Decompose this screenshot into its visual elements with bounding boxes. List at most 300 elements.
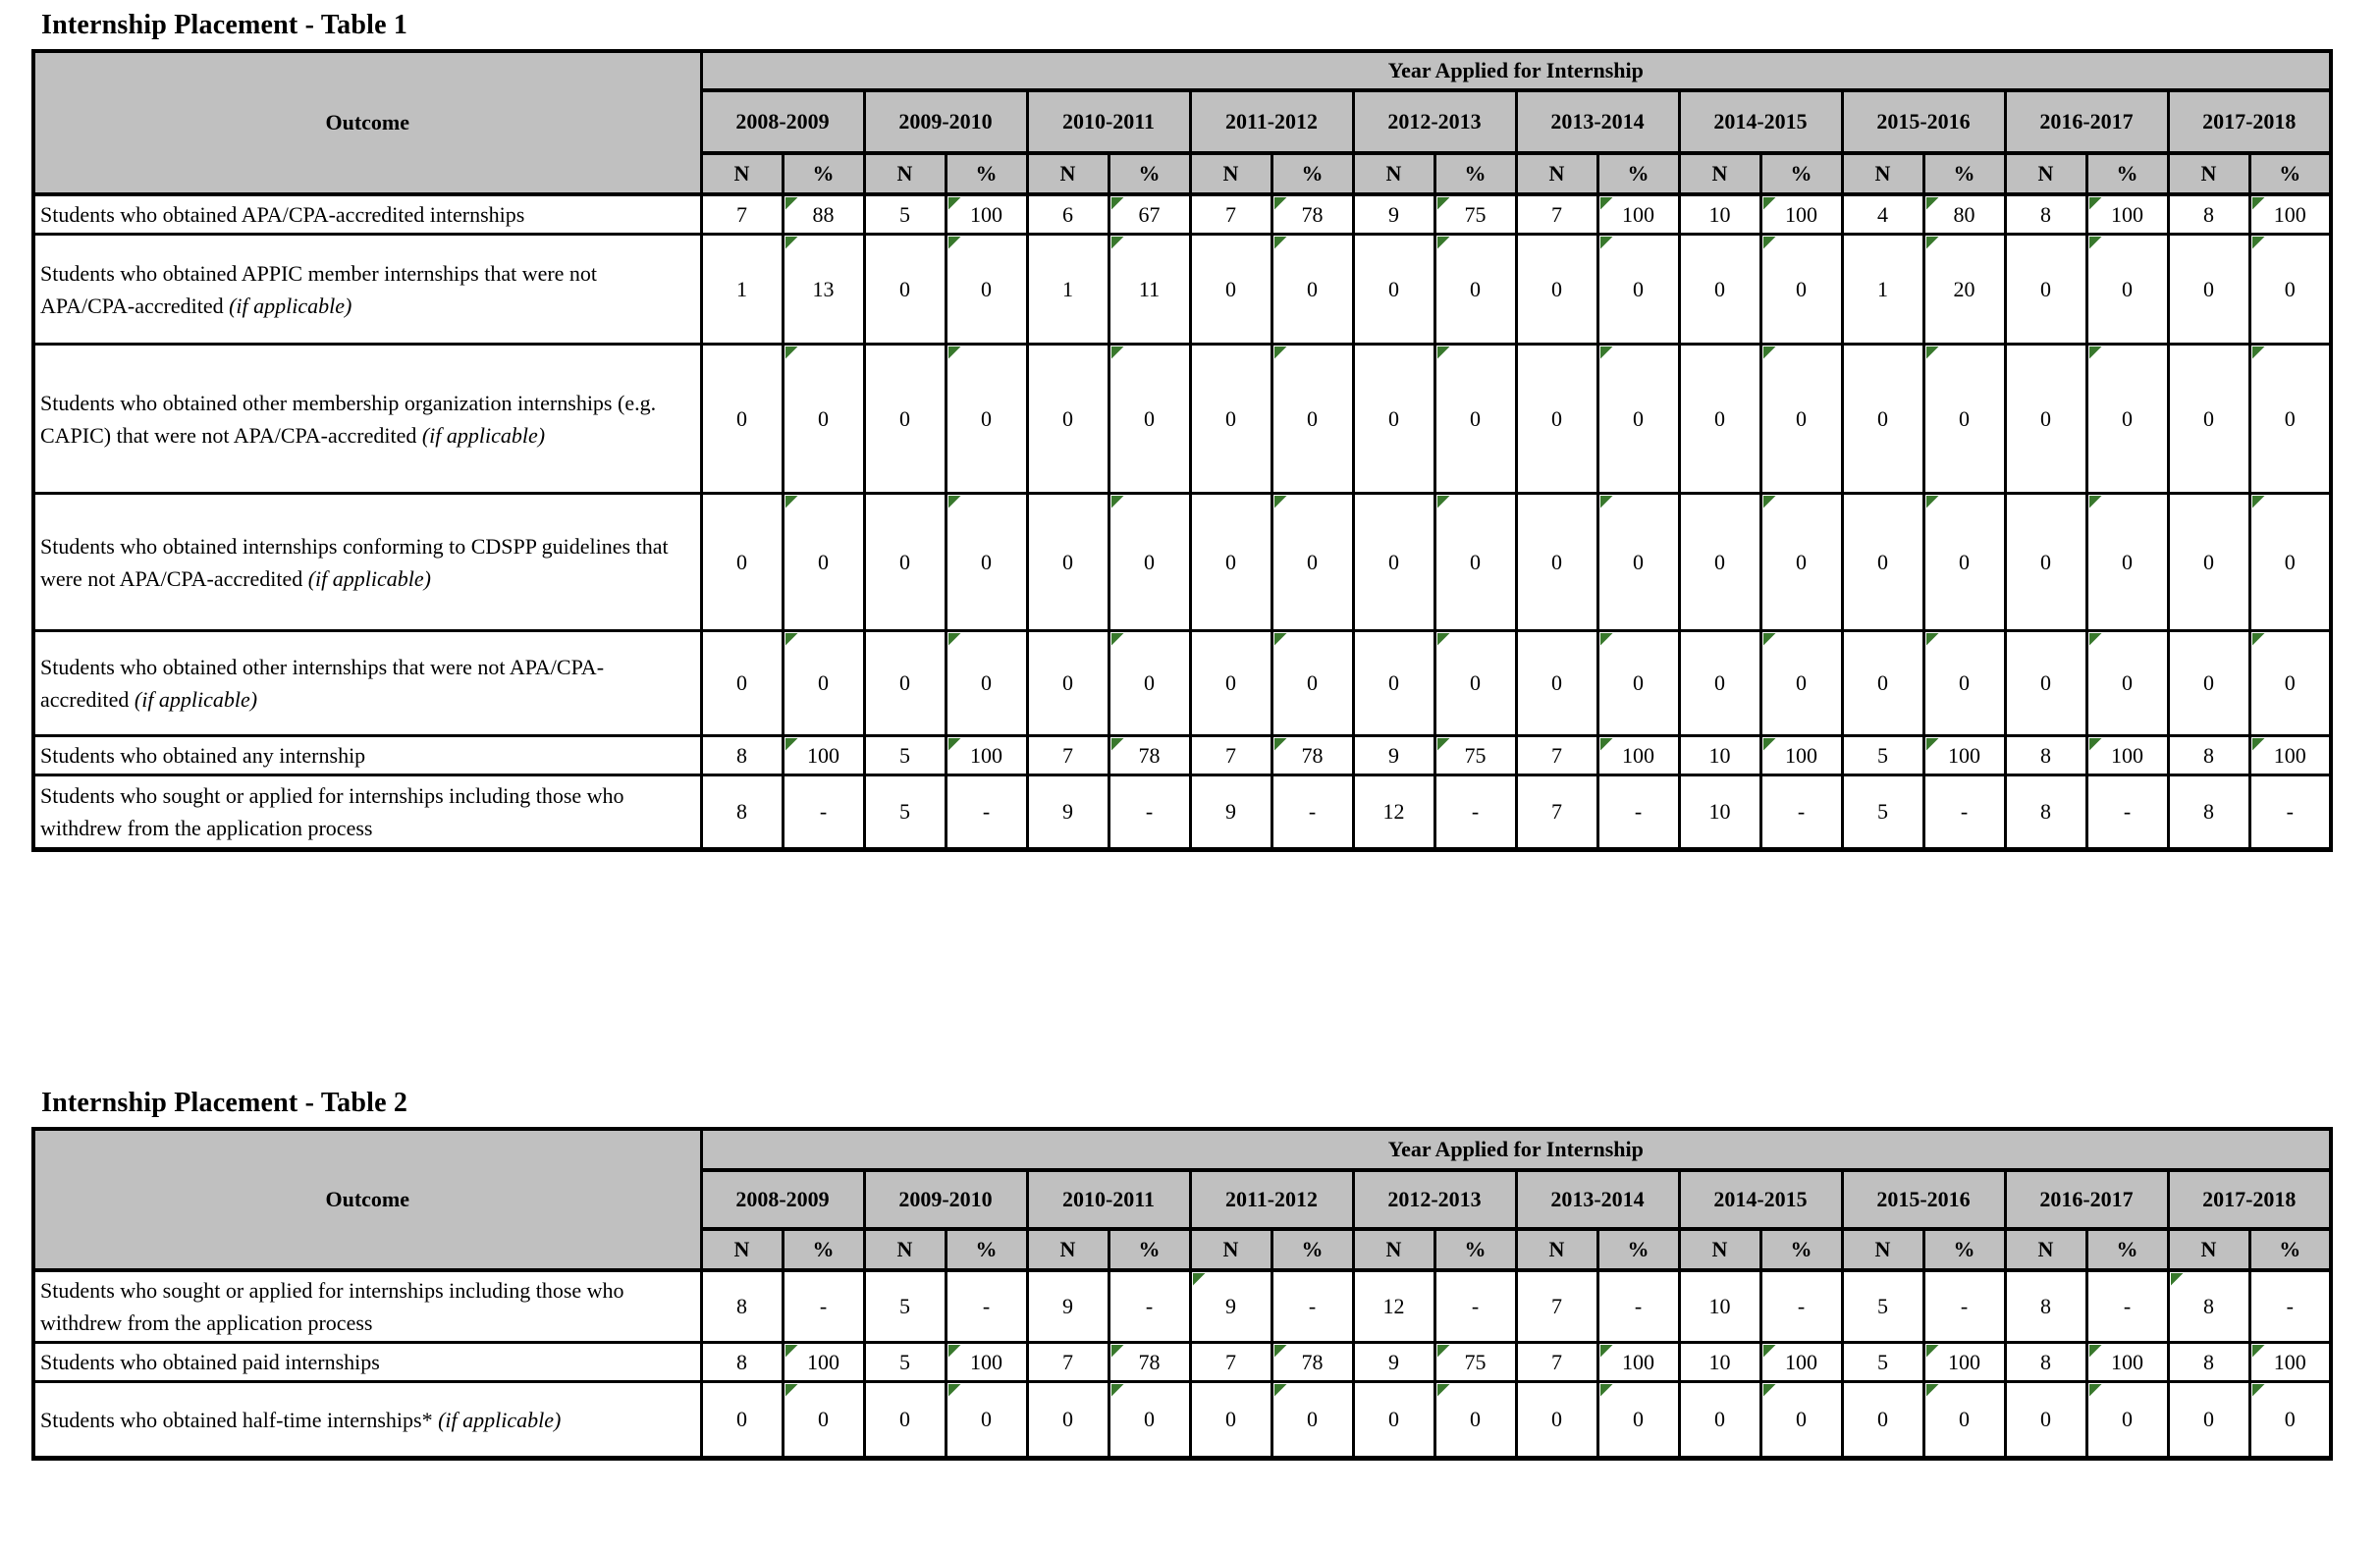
corner-indicator-icon [1274,738,1287,751]
n-column-header: N [701,153,783,194]
value-cell [1109,345,1190,494]
value-cell [1109,1270,1190,1343]
percent-column-header: % [1109,1229,1190,1270]
value-cell [1597,1270,1679,1343]
corner-indicator-icon [2252,738,2265,751]
value-cell [2005,345,2086,494]
year-column-header: 2010-2011 [1027,1170,1190,1229]
value-cell [1027,1270,1109,1343]
value-cell [1597,345,1679,494]
corner-indicator-icon [1274,1345,1287,1358]
value-cell [2168,736,2249,775]
value-cell [2005,194,2086,235]
cell-value: - [1145,799,1154,824]
cell-value: 0 [1225,1407,1236,1431]
cell-value: 0 [899,549,910,574]
corner-indicator-icon [948,1384,961,1397]
value-cell [1923,1270,2005,1343]
value-cell [1842,1343,1923,1382]
cell-value: 0 [2203,670,2214,695]
corner-indicator-icon [1926,197,1939,210]
cell-value: 0 [736,549,747,574]
cell-value: 0 [2122,670,2133,695]
cell-value: 100 [1948,742,1980,768]
corner-indicator-icon [1926,633,1939,646]
cell-value: 9 [1225,799,1236,824]
cell-value: 0 [1633,670,1644,695]
value-cell [1271,235,1353,345]
cell-value: - [1308,1294,1317,1318]
value-cell [1109,194,1190,235]
cell-value: - [2286,1294,2294,1318]
cell-value: 7 [1062,742,1073,768]
cell-value: 0 [2122,549,2133,574]
cell-value: 7 [1551,799,1562,824]
cell-value: 0 [1062,670,1073,695]
value-cell [2168,1270,2249,1343]
value-cell [2249,736,2331,775]
value-cell [1190,345,1271,494]
cell-value: 0 [1062,1407,1073,1431]
value-cell [1923,1343,2005,1382]
cell-value: - [1634,1294,1643,1318]
percent-column-header: % [1923,1229,2005,1270]
value-cell [2086,736,2168,775]
value-cell [1109,494,1190,631]
cell-value: 0 [1877,1407,1888,1431]
cell-value: - [2123,1294,2132,1318]
cell-value: 8 [2203,799,2214,824]
cell-value: 100 [1785,1349,1817,1374]
year-column-header: 2016-2017 [2005,90,2168,153]
value-cell [1109,631,1190,736]
value-cell [2168,1382,2249,1459]
cell-value: 0 [1714,670,1725,695]
cell-value: 5 [1877,742,1888,768]
cell-value: 7 [736,201,747,227]
cell-value: 0 [1388,1407,1399,1431]
value-cell [2086,494,2168,631]
corner-indicator-icon [1111,633,1124,646]
cell-value: 0 [2203,276,2214,301]
cell-value: 0 [899,405,910,431]
value-cell [701,1343,783,1382]
cell-value: 0 [1959,1407,1970,1431]
n-column-header: N [2168,1229,2249,1270]
corner-indicator-icon [2089,1345,2102,1358]
value-cell [1190,1343,1271,1382]
cell-value: 0 [1062,549,1073,574]
value-cell [864,345,946,494]
corner-indicator-icon [1600,197,1613,210]
corner-indicator-icon [2089,1384,2102,1397]
cell-value: 0 [736,405,747,431]
table-body [33,194,2331,850]
corner-indicator-icon [1437,633,1450,646]
corner-indicator-icon [1193,1273,1206,1286]
value-cell [1679,235,1760,345]
percent-column-header: % [783,1229,864,1270]
value-cell [701,194,783,235]
cell-value: - [1634,799,1643,824]
value-cell [1597,736,1679,775]
value-cell [1027,1343,1109,1382]
table-row [33,194,2331,235]
percent-column-header: % [2086,153,2168,194]
value-cell [2086,345,2168,494]
year-column-header: 2017-2018 [2168,90,2331,153]
cell-value: 0 [1959,670,1970,695]
value-cell [1434,345,1516,494]
value-cell [946,736,1027,775]
percent-column-header: % [1923,153,2005,194]
cell-value: 1 [1877,276,1888,301]
corner-indicator-icon [1274,1384,1287,1397]
value-cell [2249,345,2331,494]
percent-column-header: % [1760,153,1842,194]
value-cell [1923,235,2005,345]
cell-value: 0 [1062,405,1073,431]
cell-value: 0 [818,405,829,431]
cell-value: 0 [1551,670,1562,695]
value-cell [1679,736,1760,775]
corner-indicator-icon [1437,197,1450,210]
corner-indicator-icon [1437,1384,1450,1397]
value-cell [701,345,783,494]
cell-value: 0 [1877,405,1888,431]
year-column-header: 2008-2009 [701,90,864,153]
table-row [33,1270,2331,1343]
value-cell [1597,1382,1679,1459]
n-column-header: N [1516,153,1597,194]
corner-indicator-icon [948,1345,961,1358]
value-cell [1353,1270,1434,1343]
year-column-header: 2009-2010 [864,90,1027,153]
value-cell [2168,235,2249,345]
value-cell [2086,194,2168,235]
year-applied-group-header: Year Applied for Internship [701,51,2331,90]
cell-value: 80 [1953,201,1975,227]
corner-indicator-icon [1763,496,1776,508]
cell-value: 0 [981,670,992,695]
value-cell [783,1343,864,1382]
cell-value: 0 [736,670,747,695]
outcome-text-italic: (if applicable) [438,1407,562,1432]
cell-value: 0 [1307,276,1318,301]
value-cell [946,631,1027,736]
value-cell [1271,345,1353,494]
cell-value: 0 [1551,1407,1562,1431]
value-cell [1434,1343,1516,1382]
cell-value: 100 [2111,201,2143,227]
cell-value: 0 [981,549,992,574]
cell-value: 8 [2203,742,2214,768]
corner-indicator-icon [1111,347,1124,359]
cell-value: 10 [1708,201,1731,227]
cell-value: 11 [1138,276,1161,301]
value-cell [1190,1270,1271,1343]
cell-value: 0 [1714,1407,1725,1431]
outcome-cell [33,631,701,736]
value-cell [701,631,783,736]
corner-indicator-icon [1437,1345,1450,1358]
cell-value: 0 [1959,549,1970,574]
outcome-text-italic: (if applicable) [134,687,258,712]
value-cell [1434,494,1516,631]
table-row [33,1343,2331,1382]
year-column-header: 2012-2013 [1353,90,1516,153]
cell-value: 100 [2273,201,2306,227]
n-column-header: N [1027,153,1109,194]
corner-indicator-icon [1600,738,1613,751]
cell-value: 7 [1551,1294,1562,1318]
value-cell [783,494,864,631]
cell-value: 100 [2111,742,2143,768]
cell-value: 12 [1382,799,1405,824]
value-cell [2249,235,2331,345]
value-cell [1923,494,2005,631]
value-cell [1760,775,1842,850]
cell-value: 0 [1551,276,1562,301]
corner-indicator-icon [2171,1273,2184,1286]
value-cell [1760,631,1842,736]
year-column-header: 2011-2012 [1190,1170,1353,1229]
corner-indicator-icon [1763,1345,1776,1358]
cell-value: 0 [2284,549,2296,574]
corner-indicator-icon [2252,1345,2265,1358]
cell-value: 100 [970,201,1002,227]
value-cell [783,631,864,736]
value-cell [1842,631,1923,736]
table1-title: Internship Placement - Table 1 [41,10,408,40]
value-cell [783,1382,864,1459]
cell-value: 0 [818,549,829,574]
corner-indicator-icon [1437,738,1450,751]
value-cell [864,775,946,850]
corner-indicator-icon [1111,237,1124,249]
value-cell [1760,235,1842,345]
value-cell [1353,631,1434,736]
value-cell [1027,194,1109,235]
value-cell [2005,1270,2086,1343]
value-cell [1597,494,1679,631]
value-cell [1597,194,1679,235]
value-cell [1516,631,1597,736]
cell-value: 9 [1225,1294,1236,1318]
cell-value: 0 [2122,405,2133,431]
value-cell [1679,1382,1760,1459]
cell-value: 0 [1714,405,1725,431]
percent-column-header: % [1109,153,1190,194]
cell-value: 78 [1138,742,1161,768]
value-cell [1271,1382,1353,1459]
outcome-text: Students who obtained APA/CPA-accredited internships [40,202,525,227]
cell-value: 7 [1225,1349,1236,1374]
year-column-header: 2015-2016 [1842,1170,2005,1229]
value-cell [1271,194,1353,235]
value-cell [1842,194,1923,235]
corner-indicator-icon [1274,496,1287,508]
cell-value: - [819,799,828,824]
value-cell [2005,736,2086,775]
cell-value: 0 [2203,549,2214,574]
corner-indicator-icon [1600,237,1613,249]
outcome-text-italic: (if applicable) [229,293,352,318]
value-cell [1434,631,1516,736]
value-cell [2168,775,2249,850]
value-cell [1190,736,1271,775]
cell-value: 8 [736,799,747,824]
cell-value: 5 [899,201,910,227]
cell-value: 0 [1307,670,1318,695]
value-cell [1516,1382,1597,1459]
corner-indicator-icon [785,1384,798,1397]
cell-value: - [2286,799,2294,824]
value-cell [2249,1270,2331,1343]
cell-value: - [2123,799,2132,824]
value-cell [1760,1270,1842,1343]
cell-value: 0 [1796,276,1807,301]
value-cell [1190,631,1271,736]
value-cell [1109,1343,1190,1382]
outcome-text: Students who sought or applied for internships including those who withdrew from the application process [40,783,624,840]
cell-value: 8 [2203,1294,2214,1318]
cell-value: 8 [2040,201,2051,227]
internship-placement-table [31,1127,2333,1461]
cell-value: 78 [1301,201,1324,227]
n-column-header: N [1842,1229,1923,1270]
value-cell [701,1270,783,1343]
value-cell [946,345,1027,494]
cell-value: 67 [1138,201,1161,227]
cell-value: 0 [981,276,992,301]
corner-indicator-icon [2252,347,2265,359]
cell-value: 7 [1551,201,1562,227]
cell-value: 100 [2273,1349,2306,1374]
value-cell [1516,345,1597,494]
cell-value: 10 [1708,1294,1731,1318]
cell-value: 5 [1877,1294,1888,1318]
year-column-header: 2009-2010 [864,1170,1027,1229]
cell-value: 0 [1633,276,1644,301]
value-cell [1434,235,1516,345]
value-cell [864,1343,946,1382]
n-column-header: N [1353,1229,1434,1270]
cell-value: 0 [2040,670,2051,695]
outcome-text: Students who obtained APPIC member internships that were not APA/CPA-accredited [40,260,598,318]
n-column-header: N [1353,153,1434,194]
value-cell [1434,736,1516,775]
outcome-text: Students who obtained other internships that were not APA/CPA-accredited [40,655,605,712]
cell-value: 0 [1551,405,1562,431]
value-cell [701,235,783,345]
cell-value: - [1471,1294,1480,1318]
cell-value: 0 [2040,549,2051,574]
year-column-header: 2010-2011 [1027,90,1190,153]
corner-indicator-icon [785,633,798,646]
cell-value: 0 [1225,276,1236,301]
value-cell [1434,1270,1516,1343]
cell-value: 0 [1388,276,1399,301]
cell-value: 5 [899,1349,910,1374]
table-row [33,345,2331,494]
cell-value: 0 [1225,670,1236,695]
value-cell [1353,494,1434,631]
table-row [33,235,2331,345]
value-cell [946,1343,1027,1382]
corner-indicator-icon [1926,1345,1939,1358]
outcome-text: Students who sought or applied for internships including those who withdrew from the application process [40,1278,624,1335]
corner-indicator-icon [2089,738,2102,751]
corner-indicator-icon [785,1345,798,1358]
cell-value: 0 [981,405,992,431]
value-cell [1842,736,1923,775]
corner-indicator-icon [1926,496,1939,508]
percent-column-header: % [1434,1229,1516,1270]
cell-value: - [1471,799,1480,824]
value-cell [1353,235,1434,345]
value-cell [1434,775,1516,850]
year-column-header: 2012-2013 [1353,1170,1516,1229]
cell-value: 0 [2203,405,2214,431]
outcome-text: Students who obtained any internship [40,743,366,768]
outcome-cell [33,345,701,494]
value-cell [1597,235,1679,345]
value-cell [783,1270,864,1343]
corner-indicator-icon [1763,738,1776,751]
cell-value: 0 [1307,405,1318,431]
value-cell [2086,1270,2168,1343]
cell-value: 20 [1953,276,1975,301]
cell-value: 10 [1708,799,1731,824]
value-cell [783,775,864,850]
value-cell [1679,775,1760,850]
table-row [33,775,2331,850]
value-cell [1516,736,1597,775]
cell-value: 0 [2122,276,2133,301]
corner-indicator-icon [1600,1345,1613,1358]
value-cell [1271,1270,1353,1343]
value-cell [1760,736,1842,775]
corner-indicator-icon [2089,237,2102,249]
corner-indicator-icon [1600,633,1613,646]
cell-value: 0 [1796,549,1807,574]
value-cell [864,1382,946,1459]
cell-value: 0 [2040,405,2051,431]
n-column-header: N [1516,1229,1597,1270]
table-row [33,494,2331,631]
value-cell [1760,345,1842,494]
cell-value: 9 [1388,742,1399,768]
value-cell [2249,1382,2331,1459]
table-row [33,631,2331,736]
value-cell [1516,1343,1597,1382]
corner-indicator-icon [948,347,961,359]
year-column-header: 2013-2014 [1516,1170,1679,1229]
table-row [33,1382,2331,1459]
cell-value: 0 [818,670,829,695]
value-cell [1109,1382,1190,1459]
n-column-header: N [1190,153,1271,194]
cell-value: 100 [1622,201,1654,227]
cell-value: 7 [1551,1349,1562,1374]
value-cell [1271,631,1353,736]
cell-value: 7 [1062,1349,1073,1374]
value-cell [701,1382,783,1459]
n-column-header: N [1027,1229,1109,1270]
cell-value: - [1145,1294,1154,1318]
value-cell [1190,194,1271,235]
